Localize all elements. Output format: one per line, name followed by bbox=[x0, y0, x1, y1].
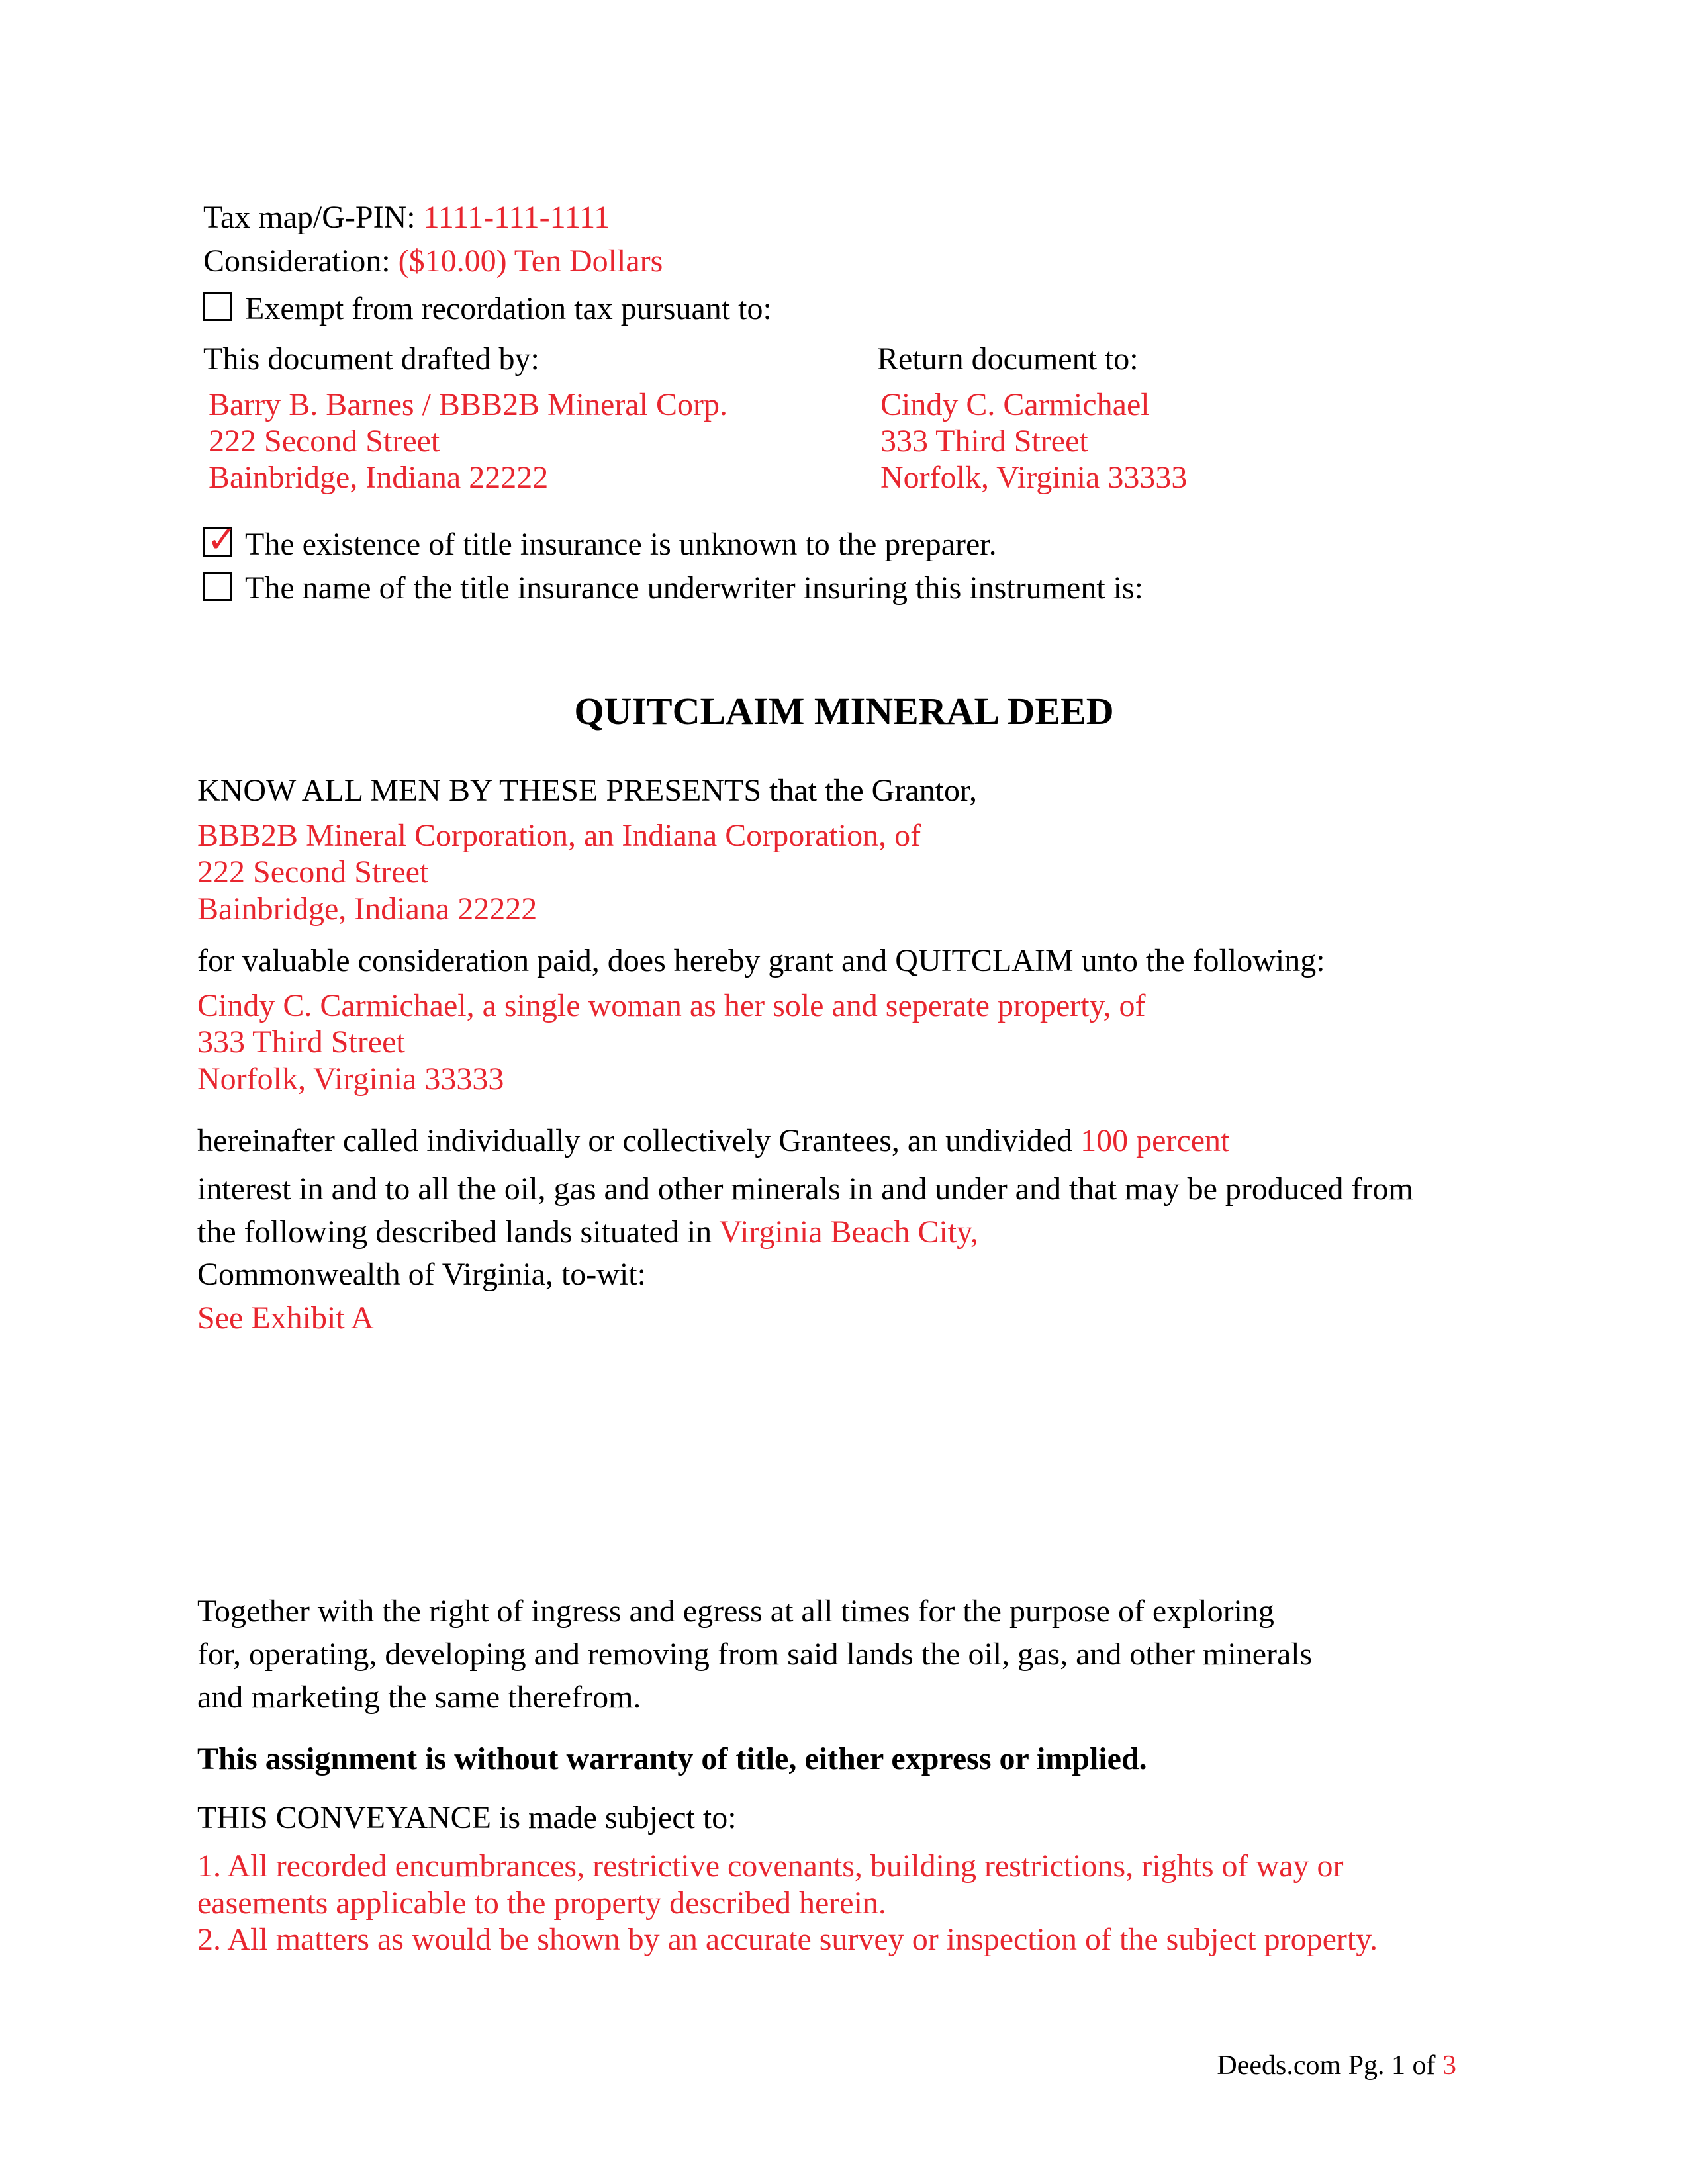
interest-row bbox=[197, 1122, 1229, 1160]
consideration-label: Consideration: bbox=[203, 244, 391, 279]
commonwealth-text: Commonwealth of Virginia, to-wit: bbox=[197, 1257, 646, 1292]
return-to-heading: Return document to: bbox=[877, 341, 1139, 377]
drafted-by-street: 222 Second Street bbox=[209, 424, 440, 459]
condition-2: 2. All matters as would be shown by an accurate survey or inspection of the subject property. bbox=[197, 1922, 1378, 1957]
tax-map-value: 1111-111-1111 bbox=[423, 200, 610, 235]
page-footer bbox=[1217, 2049, 1456, 2082]
lands-prefix: the following described lands situated in bbox=[197, 1214, 712, 1250]
grantor-line-2: 222 Second Street bbox=[197, 854, 429, 889]
return-to-city: Norfolk, Virginia 33333 bbox=[880, 460, 1188, 495]
grantee-line-1: Cindy C. Carmichael, a single woman as her sole and seperate property, of bbox=[197, 988, 1146, 1023]
return-to-name: Cindy C. Carmichael bbox=[880, 387, 1150, 422]
together-line-1: Together with the right of ingress and egress at all times for the purpose of exploring bbox=[197, 1594, 1274, 1629]
page-label: Deeds.com Pg. 1 of bbox=[1217, 2050, 1436, 2081]
drafted-by-heading: This document drafted by: bbox=[203, 341, 539, 377]
grantee-line-2: 333 Third Street bbox=[197, 1024, 405, 1060]
return-to-street: 333 Third Street bbox=[880, 424, 1088, 459]
interest-value: 100 percent bbox=[1080, 1123, 1230, 1158]
lands-row bbox=[197, 1214, 978, 1251]
title-insurance-unknown-checkbox[interactable] bbox=[203, 518, 238, 561]
warranty-notice: This assignment is without warranty of title, either express or implied. bbox=[197, 1741, 1147, 1776]
exempt-checkbox[interactable] bbox=[203, 292, 232, 321]
consideration-row bbox=[203, 243, 663, 280]
conveyance-intro: THIS CONVEYANCE is made subject to: bbox=[197, 1800, 737, 1835]
consideration-value: ($10.00) Ten Dollars bbox=[398, 244, 663, 279]
document-title: QUITCLAIM MINERAL DEED bbox=[574, 690, 1114, 733]
tax-map-label: Tax map/G-PIN: bbox=[203, 200, 416, 235]
together-line-2: for, operating, developing and removing from said lands the oil, gas, and other minerals bbox=[197, 1637, 1313, 1672]
title-insurance-unknown-label: The existence of title insurance is unknown to the preparer. bbox=[245, 527, 997, 562]
together-line-3: and marketing the same therefrom. bbox=[197, 1680, 641, 1715]
exhibit-reference: See Exhibit A bbox=[197, 1300, 374, 1336]
interest-prefix: hereinafter called individually or collectively Grantees, an undivided bbox=[197, 1123, 1073, 1158]
underwriter-label: The name of the title insurance underwriter insuring this instrument is: bbox=[245, 570, 1144, 606]
intro-text: KNOW ALL MEN BY THESE PRESENTS that the Grantor, bbox=[197, 773, 978, 808]
grantor-line-1: BBB2B Mineral Corporation, an Indiana Corporation, of bbox=[197, 818, 921, 853]
condition-1-line-1: 1. All recorded encumbrances, restrictive covenants, building restrictions, rights of way or bbox=[197, 1848, 1344, 1884]
grantee-line-3: Norfolk, Virginia 33333 bbox=[197, 1062, 504, 1097]
grant-clause: for valuable consideration paid, does hereby grant and QUITCLAIM unto the following: bbox=[197, 943, 1325, 978]
exempt-label: Exempt from recordation tax pursuant to: bbox=[245, 291, 772, 326]
drafted-by-name: Barry B. Barnes / BBB2B Mineral Corp. bbox=[209, 387, 727, 422]
grantor-line-3: Bainbridge, Indiana 22222 bbox=[197, 891, 538, 927]
lands-value: Virginia Beach City, bbox=[719, 1214, 979, 1250]
total-pages: 3 bbox=[1442, 2050, 1456, 2081]
interest-line-2: interest in and to all the oil, gas and other minerals in and under and that may be produced from bbox=[197, 1171, 1413, 1206]
drafted-by-city: Bainbridge, Indiana 22222 bbox=[209, 460, 549, 495]
checkmark-icon: ✓ bbox=[207, 518, 238, 561]
tax-map-row bbox=[203, 199, 610, 236]
underwriter-checkbox[interactable] bbox=[203, 572, 232, 601]
condition-1-line-2: easements applicable to the property described herein. bbox=[197, 1886, 886, 1921]
